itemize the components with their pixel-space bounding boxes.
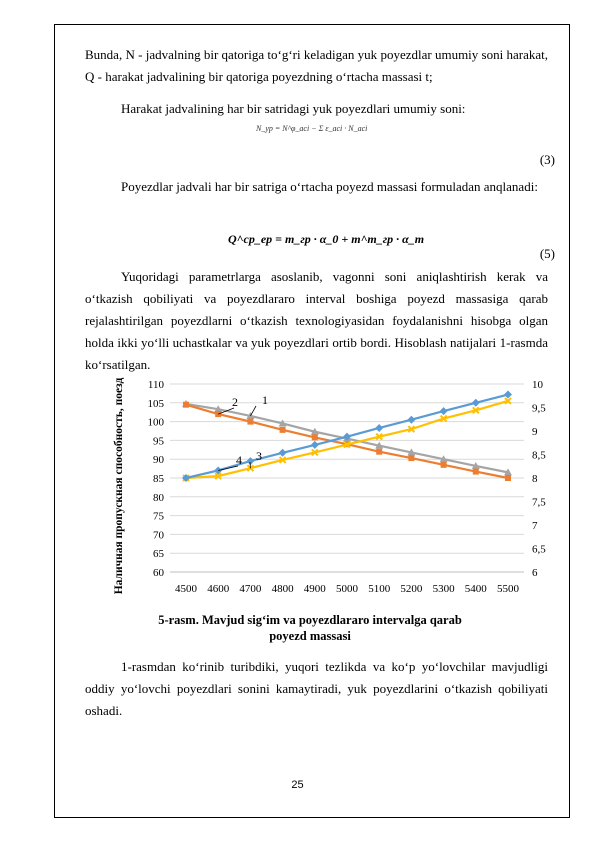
y2-tick-label: 6,5: [532, 543, 546, 556]
annotation-leader: [250, 406, 256, 416]
y2-tick-label: 8: [532, 473, 538, 485]
equation-5-number: (5): [539, 246, 555, 261]
paragraph-total-trains: Harakat jadvalining har bir satridagi yuk poyezdlari umumiy soni:: [121, 101, 466, 116]
x-tick-label: 5100: [368, 583, 391, 595]
equation-3: N_yp = N^φ_aci − Σ ε_aci · N_aci: [256, 124, 368, 133]
y2-tick-label: 7: [532, 520, 538, 532]
series-2-point: [183, 402, 189, 408]
y2-tick-label: 7,5: [532, 496, 546, 509]
series-2-point: [441, 462, 447, 468]
x-tick-label: 5300: [432, 583, 455, 595]
series-2-point: [215, 411, 221, 417]
y-tick-label: 75: [153, 510, 164, 523]
series-4-point: [311, 441, 319, 449]
series-2-point: [473, 469, 479, 475]
series-4-point: [504, 391, 512, 399]
paragraph-formula-intro: Poyezdlar jadvali har bir satriga o‘rtacha poyezd massasi formuladan anqlanadi:: [121, 179, 538, 194]
y-tick-label: 70: [153, 529, 164, 542]
series-2-point: [505, 475, 511, 481]
y-tick-label: 100: [147, 416, 164, 429]
curve-label-2: 2: [232, 395, 238, 409]
y2-tick-label: 8,5: [532, 449, 546, 462]
y-tick-label: 95: [153, 435, 164, 448]
figure-caption-line2: poyezd massasi: [269, 629, 351, 643]
x-tick-label: 5000: [336, 583, 358, 595]
y-tick-label: 65: [153, 548, 164, 561]
series-4-point: [375, 424, 383, 432]
y2-tick-label: 10: [532, 379, 543, 391]
curve-label-1: 1: [262, 393, 268, 407]
paragraph-conclusion: 1-rasmdan ko‘rinib turibdiki, yuqori tezlikda va ko‘p yo‘lovchilar mavjudligi oddiy yo‘lovchi poyezdlari sonini kamaytiradi, yuk poyezdlarini o‘tkazish qobiliyati oshadi.: [85, 659, 548, 718]
series-4-point: [407, 416, 415, 424]
x-tick-label: 4700: [239, 583, 262, 595]
series-2-point: [408, 455, 414, 461]
y-tick-label: 105: [147, 397, 164, 410]
series-2-point: [312, 434, 318, 440]
y-axis-label: Наличная пропускная способность, поезд: [113, 377, 125, 595]
y2-tick-label: 9: [532, 426, 538, 438]
figure-caption: [100, 612, 520, 644]
x-tick-label: 5400: [464, 583, 487, 595]
x-tick-label: 4900: [303, 583, 326, 595]
y-tick-label: 110: [147, 379, 164, 391]
series-4-point: [472, 399, 480, 407]
x-tick-label: 5200: [400, 583, 423, 595]
y-tick-label: 90: [153, 454, 164, 467]
series-2-point: [247, 419, 253, 425]
x-tick-label: 4500: [175, 583, 197, 595]
y-tick-label: 80: [153, 491, 164, 504]
y2-tick-label: 9,5: [532, 402, 546, 415]
page-number: 25: [291, 779, 304, 791]
series-4-point: [279, 449, 287, 457]
series-4-point: [440, 407, 448, 415]
paragraph-results: Yuqoridagi parametrlarga asoslanib, vagonni soni aniqlashtirish kerak va o‘tkazish qobiliyati va poyezdlararo interval boshiga poyezd massasiga qarab rejalashtirilgan poyezdlarni o‘tkazish texnologiyasidan foydalanishni hisobga olgan holda ikki yo‘lli uchastkalar va yuk poyezdlari ortib bordi. Hisoblash natijalari 1-rasmda ko‘rsatilgan.: [85, 269, 548, 372]
curve-label-3: 3: [256, 449, 262, 463]
paragraph-intro: Bunda, N - jadvalning bir qatoriga to‘g‘ri keladigan yuk poyezdlar umumiy soni harakat, Q - harakat jadvalining bir qatoriga poyezdning o‘rtacha massasi t;: [85, 47, 548, 84]
y-tick-label: 60: [153, 567, 164, 579]
equation-3-number: (3): [539, 152, 555, 167]
capacity-chart: [100, 370, 580, 602]
series-2-point: [376, 449, 382, 455]
y2-tick-label: 6: [532, 567, 538, 579]
y-tick-label: 85: [153, 473, 164, 485]
x-tick-label: 4800: [271, 583, 294, 595]
curve-label-4: 4: [236, 453, 242, 467]
series-2-point: [280, 427, 286, 433]
equation-5: Q^cp_ep = m_гр · α_0 + m^т_гр · α_т: [228, 232, 425, 246]
figure-caption-line1: 5-rasm. Mavjud sig‘im va poyezdlararo intervalga qarab: [158, 613, 462, 627]
x-tick-label: 4600: [207, 583, 230, 595]
x-tick-label: 5500: [497, 583, 519, 595]
